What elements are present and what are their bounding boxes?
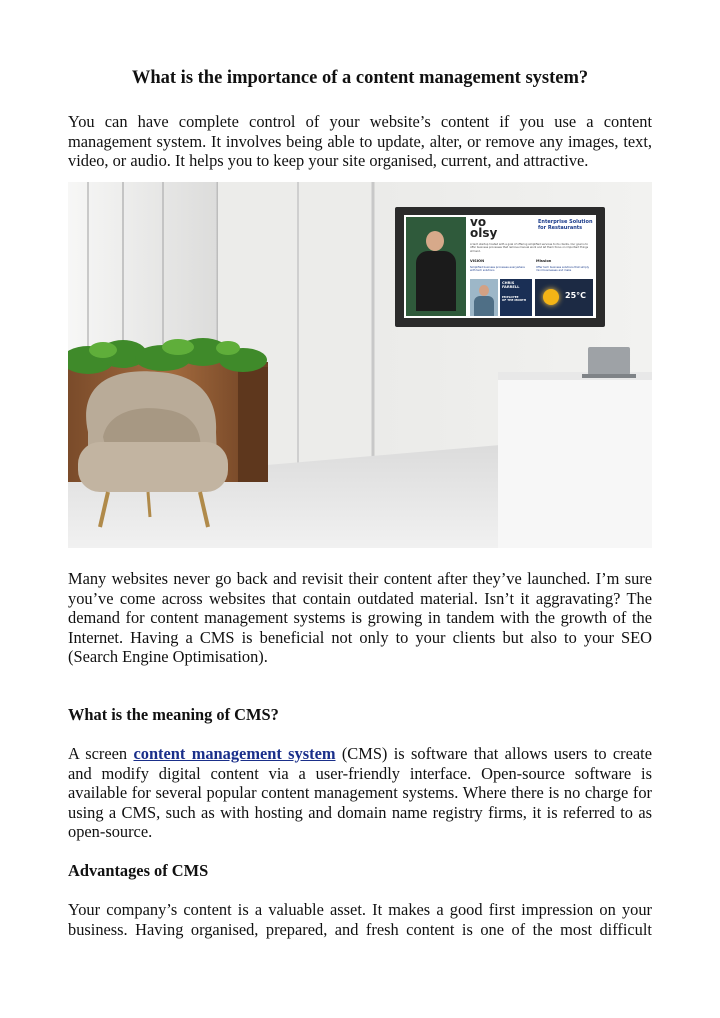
tv-tagline-1: Enterprise Solution xyxy=(538,219,593,225)
tv-mission-label: Mission xyxy=(536,259,552,263)
tv-logo-bottom: olsy xyxy=(470,226,498,240)
tv-blurb: A tech startup hosted with a goal of offering simplified services to its clients. Our goal is to offer business processes that remove manual work and let them focus on important things at hand. xyxy=(470,243,589,253)
tv-mission-text: Offer tech business solutions that simply mind businesses and make xyxy=(536,266,589,273)
sun-icon xyxy=(543,289,559,305)
office-photo xyxy=(68,182,652,548)
tv-name-2: FARRELL xyxy=(502,285,520,290)
tv-temperature: 25°C xyxy=(565,291,587,300)
tv-screen xyxy=(404,215,596,318)
paragraph-advantages: Your company’s content is a valuable asset. It makes a good first impression on your business. Having organised, prepared, and fresh content is one of the most difficult xyxy=(68,900,652,939)
tv-employee-2: OF THE MONTH xyxy=(502,298,527,303)
paragraph-revisit: Many websites never go back and revisit their content after they’ve launched. I’m sure you’ve come across websites that contain outdated material. Isn’t it aggravating? The demand for content management systems is growing in tandem with the growth of the Internet. Having a CMS is beneficial not only to your clients but also to your SEO (Search Engine Optimisation). xyxy=(68,569,652,667)
heading-meaning: What is the meaning of CMS? xyxy=(68,705,279,724)
heading-advantages: Advantages of CMS xyxy=(68,861,209,880)
tv-vision-label: VISION xyxy=(470,259,485,263)
tv-vision-text: Simplified business processes everywhere with tech solutions xyxy=(470,266,525,273)
meaning-suffix: (CMS) is software that allows users to create and modify digital content via a user-friendly interface. Open-source software is available for several popular content management systems. Where there is no charge for using a CMS, such as with hosting and domain name registry firms, it is referred to as open-source. xyxy=(68,744,653,842)
meaning-prefix: A screen xyxy=(68,744,134,763)
cms-link[interactable]: content management system xyxy=(133,744,336,763)
paragraph-meaning xyxy=(68,744,652,842)
tv-name-1: CHRIS xyxy=(502,281,515,285)
tv-weather-tile xyxy=(535,279,593,316)
tv-logo-top: vo xyxy=(470,215,487,229)
tv-employee-1: EMPLOYEE xyxy=(502,294,519,299)
tv-employee-photo xyxy=(470,279,498,316)
heading-importance: What is the importance of a content management system? xyxy=(131,68,589,88)
tv-person-photo xyxy=(406,217,466,316)
tv-tagline-2: for Restaurants xyxy=(538,225,583,231)
paragraph-intro: You can have complete control of your website’s content if you use a content management system. It involves being able to update, alter, or remove any images, text, video, or audio. It helps you to keep your site organised, current, and attractive. xyxy=(68,112,652,171)
